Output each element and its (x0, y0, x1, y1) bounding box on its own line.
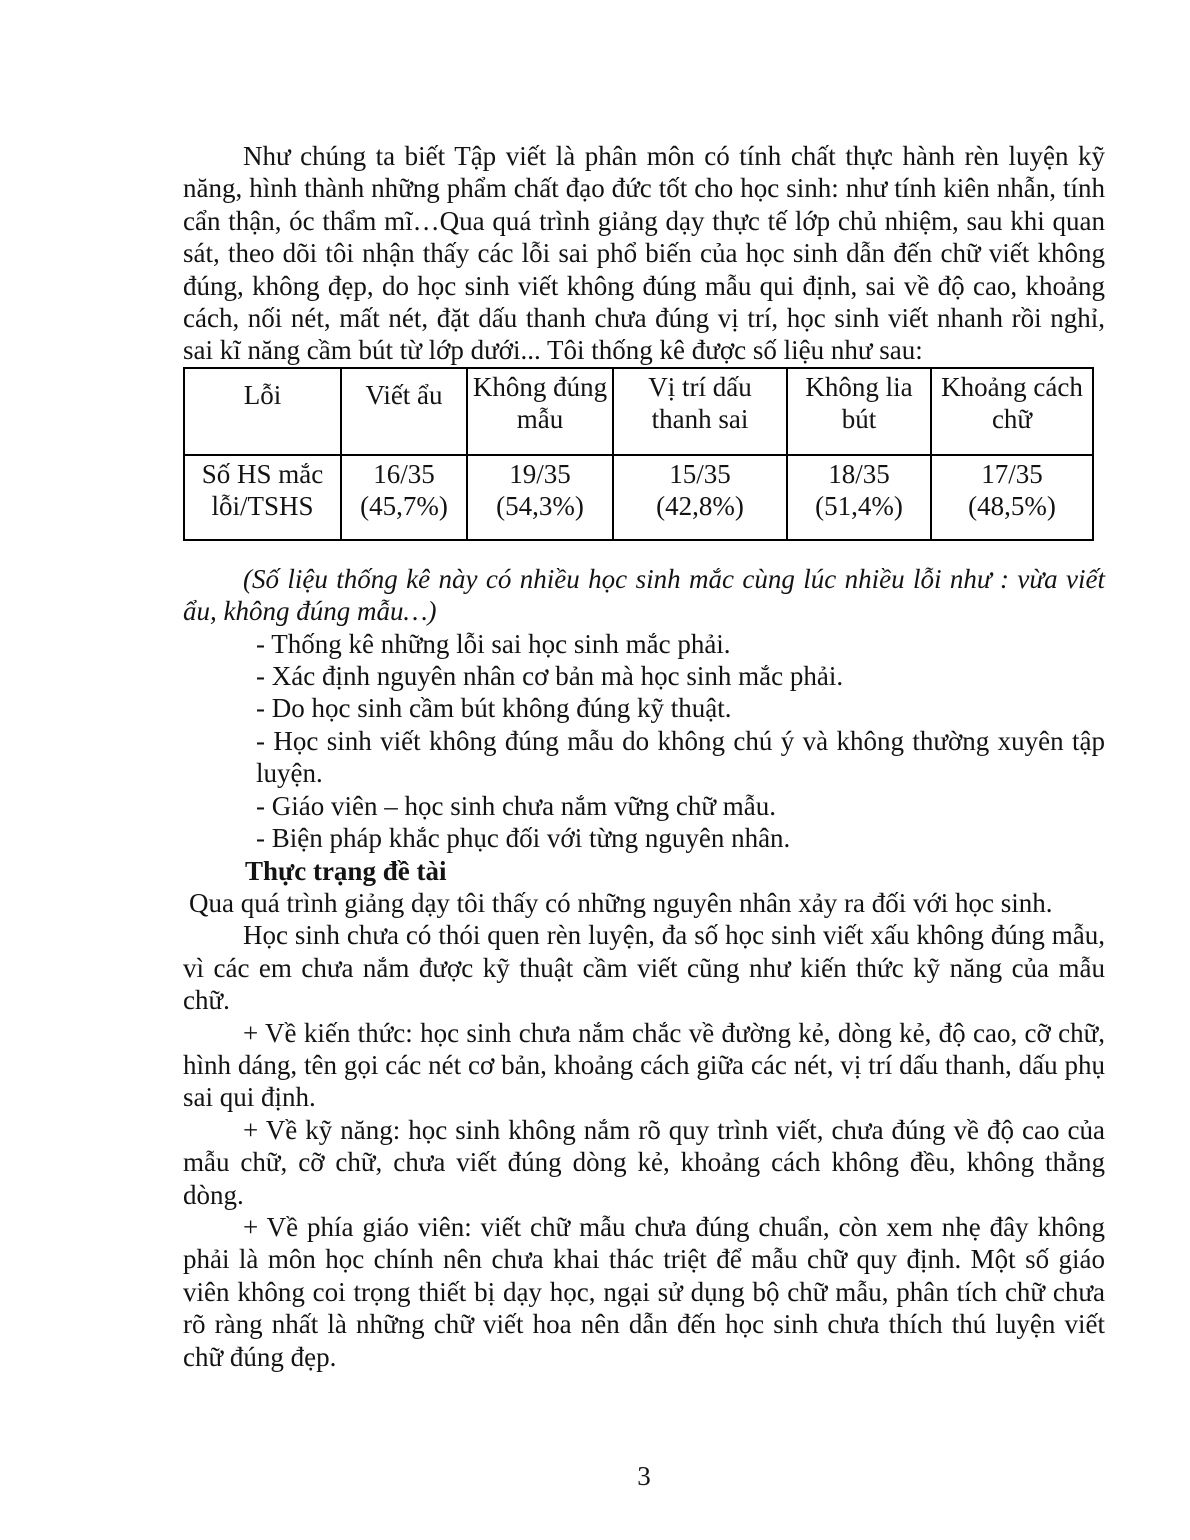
list-item: - Thống kê những lỗi sai học sinh mắc phải. (256, 628, 731, 659)
table-header-loi: Lỗi (184, 368, 341, 455)
paragraph-ve-ky-nang: + Về kỹ năng: học sinh không nắm rõ quy trình viết, chưa đúng về độ cao của mẫu chữ, cỡ chữ, chưa viết đúng dòng kẻ, khoảng cách không đều, không thẳng dòng. (183, 1114, 1105, 1210)
cell-percent: (42,8%) (656, 491, 744, 522)
list-item: - Do học sinh cầm bút không đúng kỹ thuật. (256, 693, 732, 724)
table-header-khoang-cach-chu: Khoảng cách chữ (931, 368, 1093, 455)
list-item: - Giáo viên – học sinh chưa nắm vững chữ mẫu. (256, 790, 777, 821)
table-header-viet-au: Viết ẩu (341, 368, 467, 455)
paragraph-qua-qua-trinh: Qua quá trình giảng dạy tôi thấy có những nguyên nhân xảy ra đối với học sinh. (189, 887, 1053, 918)
findings-list (183, 628, 1105, 855)
table-header-khong-dung-mau: Không đúng mẫu (467, 368, 613, 455)
paragraph-hoc-sinh-thoi-quen: Học sinh chưa có thói quen rèn luyện, đa số học sinh viết xấu không đúng mẫu, vì các em chưa nắm được kỹ thuật cầm viết cũng như kiến thức kỹ năng của mẫu chữ. (183, 920, 1105, 1016)
table-data-row (184, 455, 1093, 540)
table-data-cell (931, 455, 1093, 540)
cell-percent: (54,3%) (496, 491, 584, 522)
cell-fraction: 19/35 (509, 458, 571, 489)
list-item: - Biện pháp khắc phục đối với từng nguyên nhân. (256, 823, 791, 854)
list-item: - Học sinh viết không đúng mẫu do không chú ý và không thường xuyên tập luyện. (256, 725, 1105, 789)
page-number: 3 (637, 1461, 651, 1491)
document-body (183, 0, 1105, 1373)
cell-fraction: 16/35 (373, 458, 435, 489)
error-stats-table (183, 367, 1094, 541)
table-header-vi-tri-dau-thanh-sai: Vị trí dấu thanh sai (613, 368, 787, 455)
statistics-note: (Số liệu thống kê này có nhiều học sinh mắc cùng lúc nhiều lỗi như : vừa viết ẩu, không đúng mẫu…) (183, 563, 1105, 627)
cell-percent: (51,4%) (815, 491, 903, 522)
paragraph-ve-kien-thuc: + Về kiến thức: học sinh chưa nắm chắc về đường kẻ, dòng kẻ, độ cao, cỡ chữ, hình dáng, tên gọi các nét cơ bản, khoảng cách giữa các nét, vị trí dấu thanh, dấu phụ sai qui định. (183, 1017, 1105, 1113)
table-header-row (184, 368, 1093, 455)
table-data-cell (613, 455, 787, 540)
table-header-khong-lia-but: Không lia bút (787, 368, 931, 455)
section-heading-thuc-trang-de-tai: Thực trạng đề tài (245, 855, 447, 886)
cell-fraction: 17/35 (981, 458, 1043, 489)
table-data-cell (467, 455, 613, 540)
intro-paragraph: Như chúng ta biết Tập viết là phân môn có tính chất thực hành rèn luyện kỹ năng, hình thành những phẩm chất đạo đức tốt cho học sinh: như tính kiên nhẫn, tính cẩn thận, óc thẩm mĩ…Qua quá trình giảng dạy thực tế lớp chủ nhiệm, sau khi quan sát, theo dõi tôi nhận thấy các lỗi sai phổ biến của học sinh dẫn đến chữ viết không đúng, không đẹp, do học sinh viết không đúng mẫu qui định, sai về độ cao, khoảng cách, nối nét, mất nét, đặt dấu thanh chưa đúng vị trí, học sinh viết nhanh rồi nghỉ, sai kĩ năng cầm bút từ lớp dưới... Tôi thống kê được số liệu như sau: (183, 141, 1105, 366)
paragraph-ve-phia-giao-vien: + Về phía giáo viên: viết chữ mẫu chưa đúng chuẩn, còn xem nhẹ đây không phải là môn học chính nên chưa khai thác triệt để mẫu chữ quy định. Một số giáo viên không coi trọng thiết bị dạy học, ngại sử dụng bộ chữ mẫu, phân tích chữ chưa rõ ràng nhất là những chữ viết hoa nên dẫn đến học sinh chưa thích thú luyện viết chữ đúng đẹp. (183, 1211, 1105, 1372)
table-data-cell (787, 455, 931, 540)
table-row-label: Số HS mắc lỗi/TSHS (184, 455, 341, 540)
list-item: - Xác định nguyên nhân cơ bản mà học sinh mắc phải. (256, 661, 844, 692)
cell-fraction: 15/35 (669, 458, 731, 489)
cell-percent: (45,7%) (360, 491, 448, 522)
cell-fraction: 18/35 (828, 458, 890, 489)
table-data-cell (341, 455, 467, 540)
cell-percent: (48,5%) (968, 491, 1056, 522)
